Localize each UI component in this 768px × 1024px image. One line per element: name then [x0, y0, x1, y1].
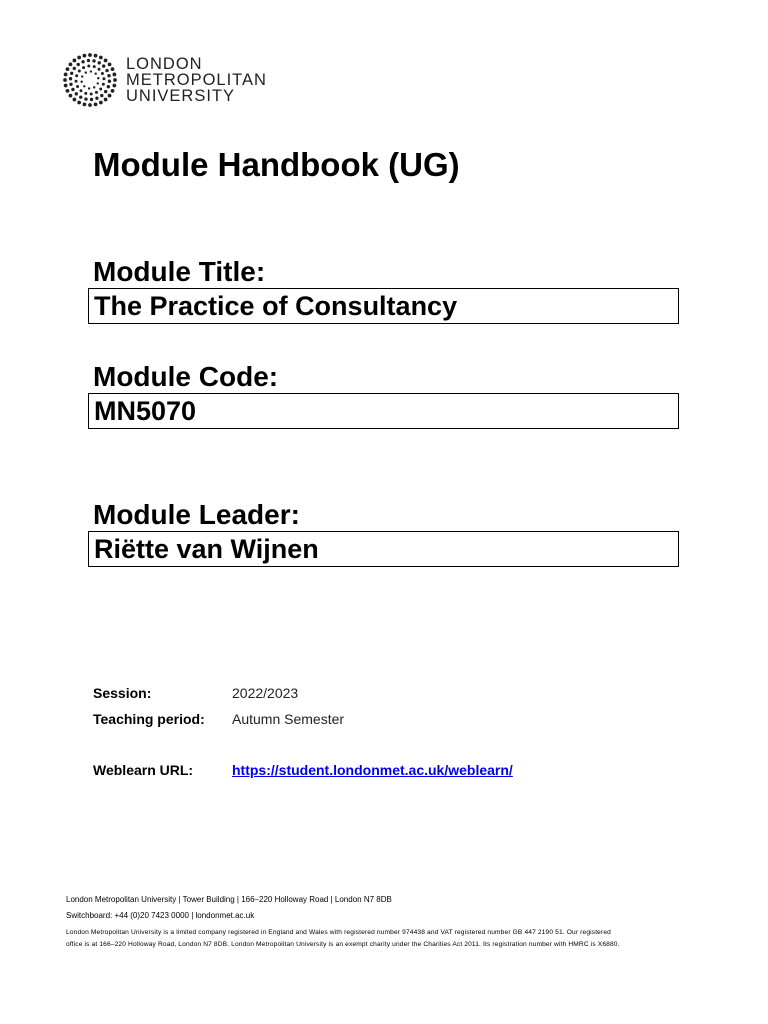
logo-line-university: UNIVERSITY — [126, 87, 236, 105]
page-title: Module Handbook (UG) — [93, 146, 460, 183]
footer-legal-line-2: office is at 166–220 Holloway Road, London N7 8DB. London Metropolitan University is an exempt charity under the Charities Act 2011. Its registration number with HMRC is X6880. — [66, 941, 620, 948]
footer-switchboard: Switchboard: +44 (0)20 7423 0000 | londonmet.ac.uk — [66, 911, 255, 920]
teaching-period-value: Autumn Semester — [232, 711, 345, 727]
logo-line-london: LONDON — [126, 55, 203, 73]
teaching-period-label: Teaching period: — [93, 711, 205, 727]
university-logo — [62, 52, 284, 108]
weblearn-label: Weblearn URL: — [93, 762, 194, 778]
logo-line-metropolitan: METROPOLITAN — [126, 71, 267, 89]
footer-legal-line-1: London Metropolitan University is a limited company registered in England and Wales with registered number 974438 and VAT registered number GB 447 2190 51. Our registered — [66, 929, 611, 936]
module-code-value: MN5070 — [88, 393, 679, 429]
module-title-label: Module Title: — [93, 256, 266, 287]
module-leader-value: Riëtte van Wijnen — [88, 531, 679, 567]
session-label: Session: — [93, 685, 152, 701]
footer-address: London Metropolitan University | Tower Building | 166–220 Holloway Road | London N7 8DB — [66, 895, 392, 904]
module-leader-label: Module Leader: — [93, 499, 300, 530]
weblearn-link[interactable]: https://student.londonmet.ac.uk/weblearn/ — [232, 762, 513, 778]
module-code-label: Module Code: — [93, 361, 279, 392]
module-title-value: The Practice of Consultancy — [88, 288, 679, 324]
session-value: 2022/2023 — [232, 685, 299, 701]
lmu-dot-ring-logo-icon — [62, 52, 118, 108]
logo-wordmark — [126, 56, 267, 104]
